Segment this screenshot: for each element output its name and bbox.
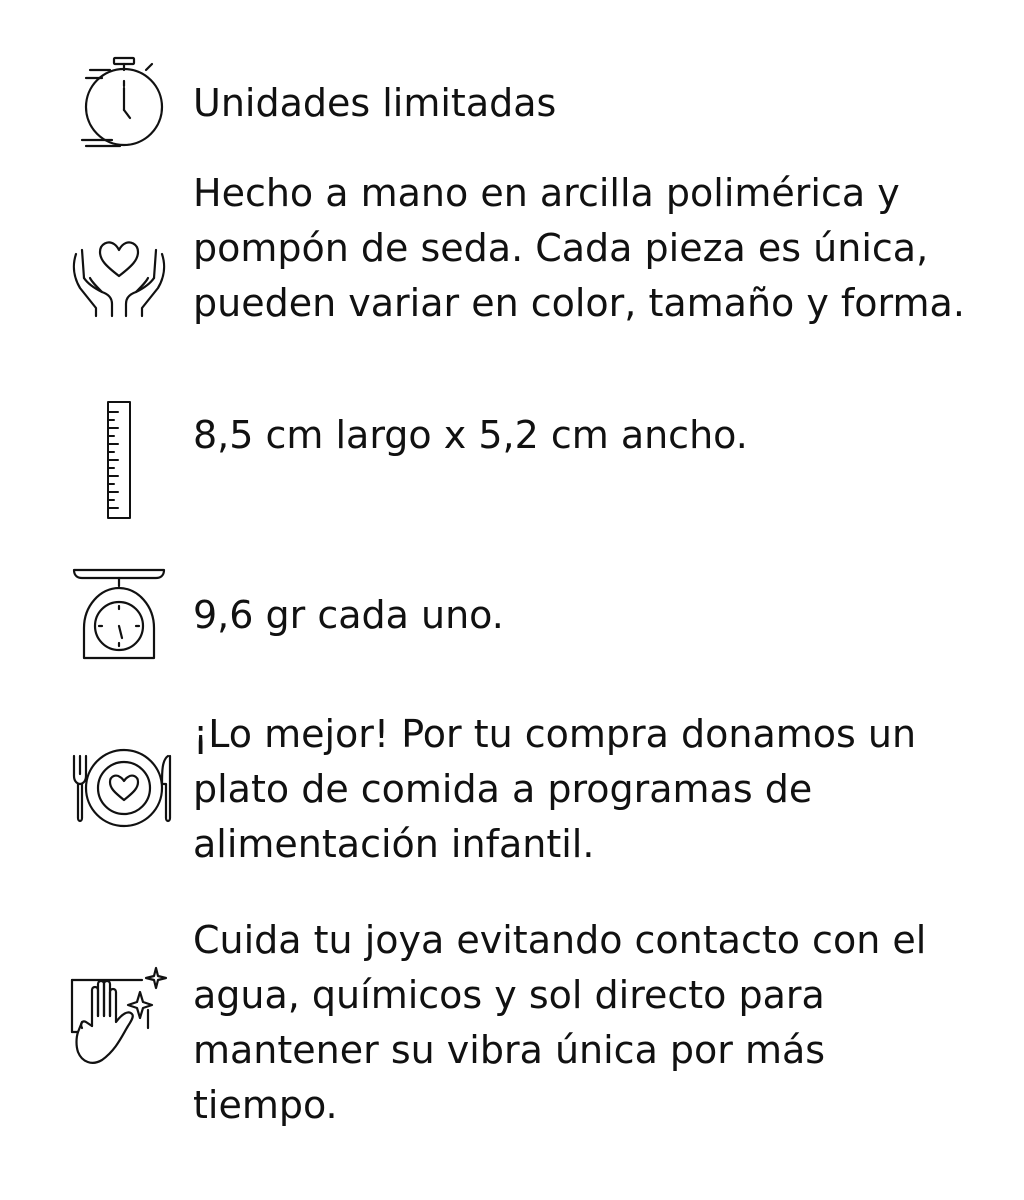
feature-text (193, 76, 993, 131)
feature-line: Unidades limitadas (193, 81, 557, 125)
plate-heart-icon (62, 732, 176, 846)
feature-line: ¡Lo mejor! Por tu compra donamos un (193, 712, 917, 756)
stopwatch-icon (62, 48, 176, 162)
feature-line: Cuida tu joya evitando contacto con el (193, 918, 927, 962)
feature-line: 9,6 gr cada uno. (193, 593, 504, 637)
hand-wipe-sparkle-icon (62, 960, 176, 1074)
weighing-scale-icon (62, 566, 176, 680)
feature-text (193, 913, 993, 1133)
feature-line: agua, químicos y sol directo para (193, 973, 825, 1017)
feature-line: 8,5 cm largo x 5,2 cm ancho. (193, 413, 748, 457)
feature-line: mantener su vibra única por más (193, 1028, 826, 1072)
hands-heart-icon (62, 220, 176, 334)
feature-text (193, 707, 993, 872)
ruler-icon (62, 400, 176, 524)
feature-text (193, 166, 993, 331)
feature-line: plato de comida a programas de (193, 767, 813, 811)
feature-line: pompón de seda. Cada pieza es única, (193, 226, 929, 270)
feature-text (193, 588, 993, 643)
feature-line: tiempo. (193, 1083, 338, 1127)
feature-line: Hecho a mano en arcilla polimérica y (193, 171, 900, 215)
feature-text (193, 408, 993, 463)
feature-line: pueden variar en color, tamaño y forma. (193, 281, 965, 325)
feature-line: alimentación infantil. (193, 822, 595, 866)
